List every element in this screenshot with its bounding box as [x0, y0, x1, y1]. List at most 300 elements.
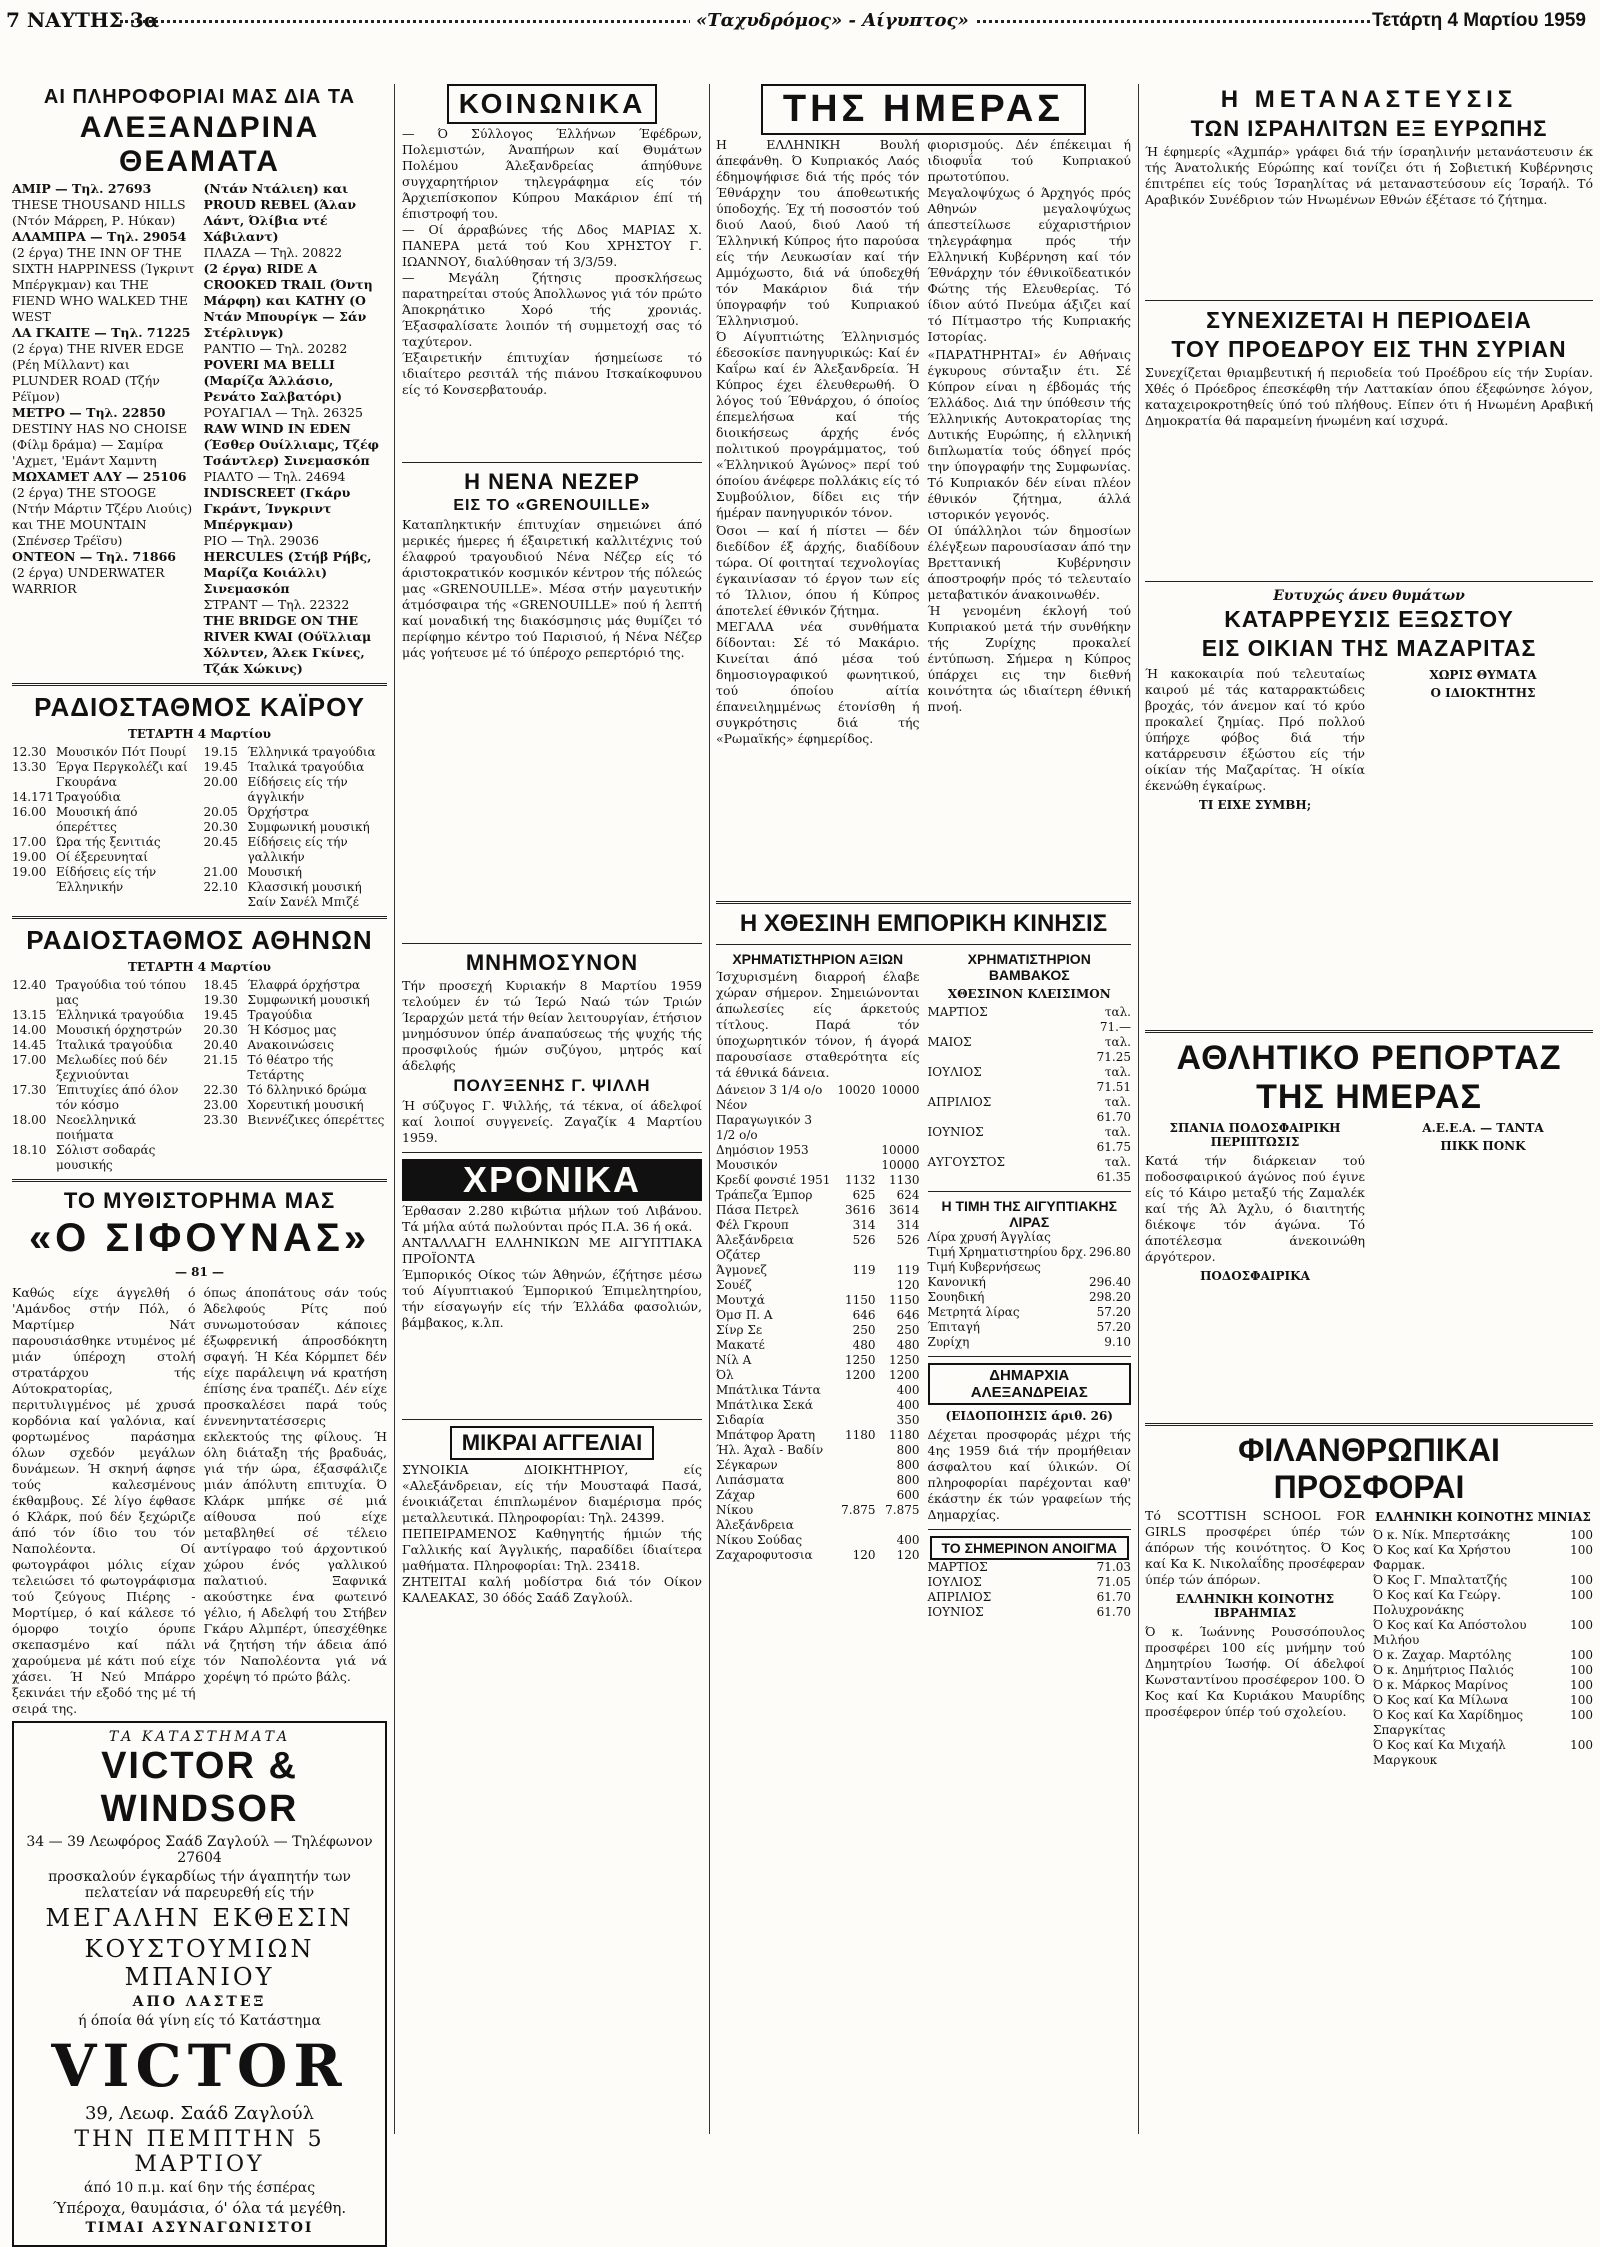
- table-cell: 9.10: [1104, 1335, 1131, 1349]
- ad-event-time: άπό 10 π.μ. καί 6ην τής έσπέρας: [83, 2180, 316, 2196]
- municipal-title: ΔΗΜΑΡΧΙΑ ΑΛΕΞΑΝΔΡΕΙΑΣ: [928, 1363, 1132, 1405]
- philanthropy-title: ΦΙΛΑΝΘΡΩΠΙΚΑΙ ΠΡΟΣΦΟΡΑΙ: [1238, 1432, 1500, 1505]
- table-cell: 61.70: [1096, 1590, 1131, 1604]
- schedule-program: Τραγούδια τού τόπου μας: [56, 978, 186, 1007]
- schedule-program: Νεοελληνικά ποιήματα: [56, 1113, 137, 1142]
- stock-row: [716, 1458, 920, 1473]
- schedule-row: [204, 880, 388, 910]
- ad-shops-label: ΤΑ ΚΑΤΑΣΤΗΜΑΤΑ: [108, 1729, 291, 1745]
- cinema-listing-item: ΜΩΧΑΜΕΤ ΑΛΥ — 25106: [12, 469, 187, 484]
- table-cell: 646: [852, 1308, 876, 1322]
- ad-event-date: ΤΗΝ ΠΕΜΠΤΗΝ 5 ΜΑΡΤΙΟΥ: [74, 2127, 325, 2177]
- schedule-row: [204, 835, 388, 865]
- cinema-listing-item: (Ντάν Ντάλιεη) και PROUD REBEL (Άλαν Λάντ, Όλίβια ντέ Χάβιλαντ): [203, 181, 357, 244]
- table-cell: Ό κ. Ζαχαρ. Μαρτόλης: [1373, 1648, 1512, 1662]
- memorial-text: Τήν προσεχή Κυριακήν 8 Μαρτίου 1959 τελούμεν έν τώ Ίερώ Ναώ τών Τριών Ίεραρχών μετά τήν θείαν λειτουργίαν, έτήσιον μνημόσυνον ύπέρ άναπαύσεως τής ψυχής τής προσφιλούς ήμών συζύγου, μητρός καί άδελφής: [402, 978, 702, 1073]
- table-cell: 526: [852, 1233, 876, 1247]
- table-cell: 314: [896, 1218, 920, 1232]
- table-cell: Σέγκαρων: [716, 1458, 778, 1472]
- what-happened-head: ΤΙ ΕΙΧΕ ΣΥΜΒΗ;: [1198, 798, 1312, 812]
- table-cell: 100: [1570, 1588, 1593, 1602]
- table-cell: 1250: [888, 1353, 920, 1367]
- table-cell: Τιμή Χρηματιστηρίου δρχ.: [927, 1245, 1087, 1259]
- table-cell: Λιπάσματα: [716, 1473, 785, 1487]
- schedule-row: [204, 993, 388, 1008]
- column-1: [12, 84, 387, 2236]
- commerce-title: Η ΧΘΕΣΙΝΗ ΕΜΠΟΡΙΚΗ ΚΙΝΗΣΙΣ: [739, 910, 1108, 937]
- radio-cairo-schedule-right: [204, 745, 388, 910]
- stock-intro: Ίσχυρισμένη διαρροή έλαβε χώραν σήμερον. Σημειώνονται άπωλεσίες είς άρκετούς τίτλους. Παρά τόν ύποχωρητικόν τόνον, ή άγορά παρουσίασε σταθερότητα είς τά έθνικά δάνεια.: [716, 969, 920, 1080]
- schedule-time: 18.00: [12, 1113, 47, 1127]
- cinema-listing-item: DESTINY HAS NO CHOISE (Φίλμ δράμα) — Σαμίρα 'Αχμετ, 'Εμάντ Χαμντη: [12, 421, 188, 468]
- table-cell: 296.40: [1089, 1275, 1131, 1289]
- table-cell: Όμσ Π. Α: [716, 1308, 773, 1322]
- table-cell: Μπάτφορ Άρατη: [716, 1428, 816, 1442]
- schedule-program: Είδήσεις είς τήν άγγλικήν: [247, 775, 348, 804]
- syria-title-1: ΣΥΝΕΧΙΖΕΤΑΙ Η ΠΕΡΙΟΔΕΙΑ: [1206, 307, 1532, 333]
- day-text-c: φιορισμούς. Δέν έπέκειμαι ή ιδιοφυΐα τού Κυπριακού πρωτοτύπου. Μεγαλοψύχως ό Άρχηγός πρός Αθηνών μεγαλοψύχως άπεστείλωσε εύχαριστήριον τηλεγράφημα πρός τήν Ελληνική Κυβέρνηση καί τόν Έθνάρχην τόν έθνικοϊδεατικόν Φώτης τής Ελευθερίας. Τό ίδιον αύτό Πνεύμα άξιζει καί τό Πίτμαστρο τής Κυπριακής Ιστορίας.: [927, 137, 1131, 344]
- schedule-time: 22.10: [203, 880, 238, 894]
- ad-invite: προσκαλούν έγκαρδίως τήν άγαπητήν των πελατείαν νά παρευρεθή είς τήν: [48, 1869, 351, 1901]
- table-cell: 1150: [888, 1293, 920, 1307]
- donor-list: [1373, 1528, 1593, 1768]
- nenah-subtitle: ΕΙΣ ΤΟ «GRENOUILLE»: [453, 497, 651, 514]
- table-cell: ΜΑΡΤΙΟΣ: [927, 1560, 988, 1574]
- good-news-kicker: Ευτυχώς άνευ θυμάτων: [1273, 588, 1465, 604]
- schedule-program: Τό δλληνικό δρώμα: [247, 1083, 367, 1097]
- collapse-title-2: ΕΙΣ ΟΙΚΙΑΝ ΤΗΣ ΜΑΖΑΡΙΤΑΣ: [1201, 635, 1537, 661]
- table-cell: 119: [852, 1263, 876, 1277]
- divider: [716, 901, 1131, 904]
- cotton-subtitle: ΧΘΕΣΙΝΟΝ ΚΛΕΙΣΙΜΟΝ: [947, 987, 1111, 1001]
- ad-event-note: ή όποία θά γίνη είς τό Κατάστημα: [78, 2013, 321, 2029]
- owner-head: Ο ΙΔΙΟΚΤΗΤΗΣ: [1430, 686, 1536, 700]
- table-cell: Ό Κος καί Κα Μίλωνα: [1373, 1693, 1509, 1707]
- schedule-row: [204, 1053, 388, 1083]
- nenah-text: Καταπληκτικήν έπιτυχίαν σημειώνει άπό μερικές ήμερες ή έξαιρετική καλλιτέχνις τού έλαφρού τραγουδιού Νένα Νέζερ είς τό άριστοκρατικόν κοσμικόν κέντρον τής πόλεώς μας «GRENOUILLE». Μέσα στήν μαγευτικήν άτμόσφαιρα τής «GRENOUILLE» πού ή λεπτή καί μοναδική της διακόσμησις μάς θυμίζει τό περίφημο κέντρο τού Παρισιού, ή Νένα Νέζερ μάς γοήτευσε μέ τό ύπέροχο ρεπερτόριό της.: [402, 517, 702, 660]
- table-cell: 1200: [844, 1368, 876, 1382]
- table-cell: 1132: [844, 1173, 876, 1187]
- divider: [928, 1191, 1132, 1192]
- donor-row: [1373, 1708, 1593, 1738]
- sports-title: ΑΘΛΗΤΙΚΟ ΡΕΠΟΡΤΑΖ ΤΗΣ ΗΜΕΡΑΣ: [1176, 1039, 1562, 1116]
- cinema-listing-item: ΛΑ ΓΚΑΙΤΕ — Τηλ. 71225: [12, 325, 191, 340]
- schedule-time: 19.45: [203, 760, 238, 774]
- today-open-title: ΤΟ ΣΗΜΕΡΙΝΟΝ ΑΝΟΙΓΜΑ: [930, 1536, 1130, 1560]
- header-date: Τετάρτη 4 Μαρτίου 1959: [1372, 10, 1586, 31]
- migration-title-1: Η ΜΕΤΑΝΑΣΤΕΥΣΙΣ: [1220, 86, 1518, 113]
- table-cell: Σουηδική: [927, 1290, 985, 1304]
- chronika-title: ΧΡΟΝΙΚΑ: [402, 1159, 702, 1201]
- table-cell: Ζυρίχη: [927, 1335, 970, 1349]
- donor-row: [1373, 1573, 1593, 1588]
- table-cell: Μπάτλικα Σεκά: [716, 1398, 813, 1412]
- schedule-row: [12, 1083, 196, 1113]
- cinema-listing-item: ΡΟΥΑΓΙΑΛ — Τηλ. 26325: [203, 405, 364, 420]
- stock-row: [716, 1188, 920, 1203]
- stock-row: [716, 1278, 920, 1293]
- cinema-listing-item: RAW WIND IN EDEN (Έσθερ Ουίλλιαμς, Τζέφ Τσάντλερ) Σινεμασκόπ: [203, 421, 379, 468]
- table-cell: 10020: [837, 1083, 876, 1097]
- stock-row: [716, 1263, 920, 1278]
- sports-text: Κατά τήν διάρκειαν τού ποδοσφαιρικού άγώνος πού έγινε είς τό Κάιρο μεταξύ τής Ζαμαλέκ καί τής Άλ Άχλυ, ό διαιτητής διέκοψε τόν άγώνα. Τό άποτέλεσμα άνεκοινώθη άργότερον.: [1145, 1153, 1365, 1264]
- table-cell: ΑΠΡΙΛΙΟΣ: [927, 1095, 992, 1109]
- stock-row: [716, 1353, 920, 1368]
- table-cell: Ό κ. Νίκ. Μπερτσάκης: [1373, 1528, 1511, 1542]
- schedule-time: 19.15: [203, 745, 238, 759]
- table-cell: 1200: [888, 1368, 920, 1382]
- radio-athens-date: ΤΕΤΑΡΤΗ 4 Μαρτίου: [127, 960, 272, 974]
- ad-tagline2: ΤΙΜΑΙ ΑΣΥΝΑΓΩΝΙΣΤΟΙ: [85, 2220, 314, 2236]
- radio-athens-schedule-right: [204, 978, 388, 1173]
- schedule-row: [12, 1113, 196, 1143]
- schedule-time: 20.30: [203, 820, 238, 834]
- divider: [716, 944, 1131, 945]
- schedule-row: [204, 1038, 388, 1053]
- pound-row: [928, 1305, 1132, 1320]
- day-title: ΤΗΣ ΗΜΕΡΑΣ: [761, 84, 1086, 135]
- table-cell: 1150: [844, 1293, 876, 1307]
- schedule-time: 17.00: [12, 835, 47, 849]
- syria-title-2: ΤΟΥ ΠΡΟΕΔΡΟΥ ΕΙΣ ΤΗΝ ΣΥΡΙΑΝ: [1171, 336, 1567, 362]
- table-cell: [832, 1413, 876, 1428]
- table-cell: [832, 1458, 876, 1473]
- divider: [402, 462, 702, 463]
- table-cell: 10000: [881, 1143, 920, 1157]
- sports-subtitle: ΣΠΑΝΙΑ ΠΟΔΟΣΦΑΙΡΙΚΗ ΠΕΡΙΠΤΩΣΙΣ: [1169, 1121, 1341, 1149]
- table-cell: Λίρα χρυσή Άγγλίας: [927, 1230, 1051, 1244]
- table-cell: 480: [852, 1338, 876, 1352]
- column-divider: [709, 84, 710, 2134]
- donor-row: [1373, 1588, 1593, 1618]
- table-cell: 800: [896, 1473, 920, 1487]
- divider: [1145, 581, 1593, 582]
- table-cell: [832, 1278, 876, 1293]
- divider: [1145, 300, 1593, 301]
- municipal-subtitle: (ΕΙΔΟΠΟΙΗΣΙΣ άριθ. 26): [945, 1409, 1113, 1423]
- schedule-time: 23.00: [203, 1098, 238, 1112]
- municipal-text: Δέχεται προσφοράς μέχρι τής 4ης 1959 διά τήν προμήθειαν άσφαλτου καί ύλικών. Οί πληροφορίαι παρέχονται καθ' έκάστην έκ τών γραφείων τής Δημαρχίας.: [927, 1427, 1131, 1522]
- stock-row: [716, 1368, 920, 1383]
- cinema-kicker: ΑΙ ΠΛΗΡΟΦΟΡΙΑΙ ΜΑΣ ΔΙΑ ΤΑ: [43, 86, 356, 108]
- table-cell: 100: [1570, 1618, 1593, 1632]
- table-cell: 314: [852, 1218, 876, 1232]
- schedule-time: 23.30: [203, 1113, 238, 1127]
- schedule-time: 17.00: [12, 1053, 47, 1067]
- pound-title: Η ΤΙΜΗ ΤΗΣ ΑΙΓΥΠΤΙΑΚΗΣ ΛΙΡΑΣ: [941, 1198, 1118, 1230]
- header-masthead: «Ταχυδρόμος» - Αίγυπτος»: [690, 10, 975, 31]
- no-victims-head: ΧΩΡΙΣ ΘΥΜΑΤΑ: [1429, 668, 1537, 682]
- schedule-program: Συμφωνική μουσική: [247, 820, 370, 834]
- divider: [12, 916, 387, 919]
- schedule-program: Τραγούδια: [56, 790, 121, 804]
- novel-title: «Ο ΣΙΦΟΥΝΑΣ»: [28, 1216, 371, 1260]
- table-cell: ταλ. 61.70: [1096, 1095, 1131, 1124]
- table-cell: 57.20: [1096, 1320, 1131, 1334]
- table-cell: Άλεξάνδρεια Οζάτερ: [716, 1233, 794, 1262]
- table-cell: 100: [1570, 1693, 1593, 1707]
- table-cell: 71.05: [1096, 1575, 1131, 1589]
- table-cell: 7.875: [841, 1503, 876, 1517]
- donor-row: [1373, 1678, 1593, 1693]
- table-cell: Νίκου Άλεξάνδρεια: [716, 1503, 794, 1532]
- schedule-row: [204, 978, 388, 993]
- table-cell: Τράπεζα Έμπορ: [716, 1188, 813, 1202]
- schedule-row: [204, 745, 388, 760]
- stock-row: [716, 1173, 920, 1188]
- cinema-listing-item: ΜΕΤΡΟ — Τηλ. 22850: [12, 405, 166, 420]
- cinema-listing-item: (2 έργα) UNDERWATER WARRIOR: [12, 565, 165, 596]
- table-cell: Ζάχαρ: [716, 1488, 755, 1502]
- table-cell: Μουτχά: [716, 1293, 765, 1307]
- table-cell: 646: [896, 1308, 920, 1322]
- cinema-listing-item: THE BRIDGE ON THE RIVER KWAI (Ούϊλλιαμ Χόλντεν, Άλεκ Γκίνες, Τζάκ Χώκινς): [203, 613, 372, 676]
- cinema-listing-item: (2 έργα) RIDE A CROOKED TRAIL (Όντη Μάρφη) και KATHY (Ο Ντάν Μπουρίγκ — Σάν Στέρλινγκ): [203, 261, 373, 340]
- chronika-text: Έρθασαν 2.280 κιβώτια μήλων τού Λιβάνου. Τά μήλα αύτά πωλούνται πρός Π.Α. 36 ή οκά. ΑΝΤΑΛΛΑΓΗ ΕΛΛΗΝΙΚΩΝ ΜΕ ΑΙΓΥΠΤΙΑΚΑ ΠΡΟΪΟΝΤΑ Έμπορικός Οίκος τών Άθηνών, έζήτησε μέσω τού Αίγυπτιακού Έμπορικού Έπιμελητηρίου, τήν είσαγωγήν είς τήν Έλλάδα φασολιών, βάμβακος, κ.λπ.: [402, 1203, 702, 1330]
- stock-row: [716, 1323, 920, 1338]
- table-cell: ΙΟΥΝΙΟΣ: [927, 1125, 984, 1139]
- table-cell: ΑΠΡΙΛΙΟΣ: [927, 1590, 992, 1604]
- cotton-table: [928, 1005, 1132, 1185]
- schedule-row: [12, 1143, 196, 1173]
- schedule-program: Μουσική άπό όπερέττες: [56, 805, 138, 834]
- table-cell: Όλ: [716, 1368, 734, 1382]
- table-cell: 100: [1570, 1708, 1593, 1722]
- today-open-table: [928, 1560, 1132, 1620]
- donor-row: [1373, 1528, 1593, 1543]
- table-cell: 71.03: [1096, 1560, 1131, 1574]
- today-open-row: [928, 1575, 1132, 1590]
- stock-row: [716, 1428, 920, 1443]
- column-3: [716, 84, 1131, 2144]
- schedule-time: 20.00: [203, 775, 238, 789]
- divider: [402, 1152, 702, 1153]
- cinema-listing-item: POVERI MA BELLI (Μαρίζα Άλλάσιο, Ρενάτο Σαλβατόρι): [203, 357, 343, 404]
- table-cell: Σιδαρία: [716, 1413, 765, 1427]
- aeda-subtitle: Α.Ε.Ε.Α. — ΤΑΝΤΑ: [1422, 1121, 1544, 1135]
- divider: [12, 1179, 387, 1182]
- schedule-program: Ίταλικά τραγούδια: [56, 1038, 173, 1052]
- table-cell: Ό Κος καί Κα Μιχαήλ Μαργκουκ: [1373, 1738, 1506, 1767]
- stock-title: ΧΡΗΜΑΤΙΣΤΗΡΙΟΝ ΑΞΙΩΝ: [732, 951, 904, 967]
- table-cell: [876, 1098, 920, 1143]
- cinema-listings-right: [204, 181, 388, 677]
- schedule-time: 18.45: [203, 978, 238, 992]
- table-cell: ταλ. 71.—: [1099, 1005, 1131, 1034]
- stock-table: [716, 1083, 920, 1563]
- table-cell: [832, 1158, 876, 1173]
- schedule-program: Έλαφρά όρχήστρα: [247, 978, 361, 992]
- ad-address: 34 — 39 Λεωφόρος Σαάδ Ζαγλούλ — Τηλέφωνον 27604: [26, 1834, 373, 1866]
- stock-row: [716, 1083, 920, 1098]
- schedule-row: [12, 790, 196, 805]
- day-text-b: Όσοι — καί ή πίστει — δέν διεδίδον έξ άρχής, διαδίδουν τώρα. Οί φοιτηταί τεχνολογίας έγκαινίασαν τό έργον των είς τό Ίλλιον, όπου ή Κύπρος άποτελεί έθνικόν ζήτημα. ΜΕΓΑΛΑ νέα συνθήματα δίδονται: Σέ τό Μακάριο. Κινείται άπό μέσα τού δημοσιογραφικού φωνητικού, τού όποίου αίτία έπανειλημμένως έτονίσθη ή συγκρότησις διά τής «Ρωμαϊκής» έφημερίδος.: [716, 523, 920, 746]
- schedule-time: 14.171: [12, 790, 54, 804]
- schedule-time: 21.15: [203, 1053, 238, 1067]
- divider: [402, 1419, 702, 1420]
- cotton-row: [928, 1065, 1132, 1095]
- ad-tagline: Ύπέροχα, θαυμάσια, ό' όλα τά μεγέθη.: [52, 2199, 347, 2217]
- novel-text-right: όπως άποπάτους σάν τούς Άδελφούς Ρίτς πού συνωμοτούσαν κάποιες έξωφρενική άπροσδόκητη σφαγή. Ή Κέα Κόρμπετ δέν είχε παράλειψη νά κρατήση έπίσης ένα τραπέζι. Δέν είχε προσκαλέσει παρά τούς έννενηντατέσσερις εκλεκτούς της φίλους. Ή όλη διάταξη τής βραδυάς, γιά τήν ώρα, έξασφάλιζε μιάν άπόλυτη επιτυχία. Ό Κλάρκ μπήκε σέ μιά αίθουσα πού είχε μεταβληθεί σέ τέλειο αντίγραφο τού άρχοντικού χώρου ένός γαλλικού παλατιού. Ξαφνικά ακούστηκε ένα φωτεινό γέλιο, ή Αδελφή του Στήβεν Γκάρυ Αλμπέρτ, ύπεσχέθηκε νά ζητήση τήν άδεια άπό τόν Ναπολέοντα γιά νά χορέψη τό πρώτο βάλς.: [203, 1285, 387, 1684]
- schedule-time: 14.00: [12, 1023, 47, 1037]
- table-cell: 400: [896, 1383, 920, 1397]
- table-cell: 350: [896, 1413, 920, 1427]
- migration-text: Ή έφημερίς «Άχμπάρ» γράφει διά τήν ίσραηλινήν μετανάστευσιν έκ τής Άνατολικής Εύρώπης καί τονίζει ότι ή Σοβιετική Κυβέρνησις έπιτρέπει είς τούς Ίσραηλίτας νά μεταναστεύσουν είς Ίσραήλ. Τό Αραβικόν Συνέδριον τών Ηνωμένων Εθνών έξέτασε τό ζήτημα.: [1145, 144, 1593, 207]
- table-cell: Δάνειον 3 1/4 ο/ο: [716, 1083, 823, 1097]
- memorial-family: Ή σύζυγος Γ. Ψιλλής, τά τέκνα, οί άδελφοί καί λοιποί συγγενείς. Ζαγαζίκ 4 Μαρτίου 1959.: [402, 1098, 702, 1145]
- novel-number: — 81 —: [174, 1265, 225, 1279]
- schedule-program: Έλληνικά τραγούδια: [56, 1008, 185, 1022]
- stock-row: [716, 1413, 920, 1428]
- pound-row: [928, 1320, 1132, 1335]
- memorial-title: ΜΝΗΜΟΣΥΝΟΝ: [465, 950, 639, 975]
- table-cell: Ό Κος καί Κα Χαρίδημος Σπαργκίτας: [1373, 1708, 1524, 1737]
- stock-row: [716, 1473, 920, 1488]
- schedule-row: [204, 820, 388, 835]
- table-cell: 1130: [888, 1173, 920, 1187]
- schedule-time: 20.30: [203, 1023, 238, 1037]
- schedule-row: [204, 775, 388, 805]
- table-cell: Μπάτλικα Τάντα: [716, 1383, 821, 1397]
- header-left: 7 ΝΑΥΤΗΣ 3α: [6, 8, 160, 32]
- table-cell: 120: [896, 1278, 920, 1292]
- schedule-time: 19.00: [12, 865, 47, 879]
- donor-row: [1373, 1618, 1593, 1648]
- ad-event-line1: ΜΕΓΑΛΗΝ ΕΚΘΕΣΙΝ: [45, 1904, 354, 1932]
- cinema-listing-item: ΑΛΑΜΠΡΑ — Τηλ. 29054: [12, 229, 187, 244]
- table-cell: Ό Κος καί Κα Χρήστου Φαρμακ.: [1373, 1543, 1511, 1572]
- table-cell: 800: [896, 1443, 920, 1457]
- table-cell: Ό Κος καί Κα Απόστολου Μιλήου: [1373, 1618, 1527, 1647]
- cinema-title: ΑΛΕΞΑΝΔΡΙΝΑ ΘΕΑΜΑΤΑ: [79, 111, 320, 178]
- schedule-row: [204, 1083, 388, 1098]
- table-cell: 296.80: [1089, 1245, 1131, 1259]
- day-text-a: Η ΕΛΛΗΝΙΚΗ Βουλή άπεφάνθη. Ό Κυπριακός Λαός έδημοψήφισε διά τής πρός τόν Έθνάρχην του άποθεωτικής ύποδοχής. Έχ τή ποσοστόν τού διού Λαού, διού Λαού τή Έλληνική Κύπρος ήτο παρούσα είς τήν Λευκωσίαν καί τήν Αμμόχωστο, διά νά ύποδεχθή τόν Μακάριον διά τήν ύπογραφήν τού Κυπριακού Έλληνισμού. Ό Αίγυπτιώτης Έλληνισμός έδεσοκίσε πανηγυρικώς: Καί έν Καΐρω καί έν Άλεξανδρεία. Ή Κύπρος έχει έλευθερωθή. Ό λόγος τού Έθνάρχου, ό όποίος έπεμελήσωα καί τής διοικήσεως άρχής ένός πολιτικού προγράμματος, τού «Έλληνικού Άγώνος» περί τού όποίου άνέφερε πολλάκις είς τό Συμβούλιον, δίδει εις τήν ήμέραν πανηγυρικόν τόνον.: [716, 137, 920, 520]
- schedule-time: 19.30: [203, 993, 238, 1007]
- day-text-d: «ΠΑΡΑΤΗΡΗΤΑΙ» έν Αθήναις έγκυρους σύνταξιν έτι. Σέ Κύπρον είναι η έβδομάς τής Έλλάδος. Διά την ύπόθεσιν τής Έλληνικής Αυτοκρατορίας της Δυτικής Ευρώπης, ή ελληνική διπλωματία τούς όδηγεί πρός την ύπογραφήν της Συμφωνίας. Τό Κυπριακόν δέν είναι πλέον έθνικόν ζήτημα, άλλά ιστορικόν γεγονός. ΟΙ ύπάλληλοι τών δημοσίων έλέγξεων παρουσίασαν άπό την Βρεττανική Κυβέρνησιν άποστροφήν πρός τό τελευταίο μεταβατικόν άνακοινωθέν. Ή γενομένη έκλογή τού Κυπριακού μετά τήν συνθήκην τής Ζυρίχης προκαλεί έντύπωση. Σήμερα η Κύπρος ύπάρχει εις την διεθνή κοινότητα ώς ιδιαίτερη έθνική πνοή.: [927, 347, 1131, 714]
- stock-row: [716, 1233, 920, 1263]
- schedule-row: [12, 745, 196, 760]
- table-cell: 480: [896, 1338, 920, 1352]
- ad-brand: VICTOR & WINDSOR: [100, 1745, 299, 1830]
- cotton-row: [928, 1005, 1132, 1035]
- table-cell: ΙΟΥΛΙΟΣ: [927, 1575, 982, 1589]
- table-cell: Τιμή Κυβερνήσεως: [927, 1260, 1041, 1274]
- table-cell: [832, 1443, 876, 1458]
- schedule-row: [12, 850, 196, 865]
- schedule-program: Ή Κόσμος μας: [247, 1023, 337, 1037]
- schedule-program: Έπιτυχίες άπό όλον τόν κόσμο: [56, 1083, 179, 1112]
- schedule-row: [12, 1053, 196, 1083]
- table-cell: ΜΑΡΤΙΟΣ: [927, 1005, 988, 1019]
- divider: [1145, 1423, 1593, 1426]
- cinema-listings-left: [12, 181, 196, 677]
- table-cell: 526: [896, 1233, 920, 1247]
- pound-row: [928, 1230, 1132, 1245]
- schedule-time: 14.45: [12, 1038, 47, 1052]
- football-subtitle: ΠΟΔΟΣΦΑΙΡΙΚΑ: [1200, 1269, 1310, 1283]
- table-cell: Ό Κος Γ. Μπαλτατζής: [1373, 1573, 1508, 1587]
- table-cell: [832, 1533, 876, 1548]
- stock-row: [716, 1308, 920, 1323]
- schedule-program: Ανακοινώσεις: [247, 1038, 334, 1052]
- column-2: [402, 84, 702, 2144]
- table-cell: ΙΟΥΛΙΟΣ: [927, 1065, 982, 1079]
- schedule-program: Κλασσική μουσική Σαίν Σανέλ Μπιζέ: [247, 880, 362, 909]
- social-text: — Ό Σύλλογος Έλλήνων Έφέδρων, Πολεμιστών, Άναπήρων καί Θυμάτων Πολέμου Άλεξανδρείας άπηύθυνε συγχαρητήριον τηλεγράφημα είς τόν Άρχιεπίσκοπον Κύπρου Μακάριον έπί τή έπιστροφή του. — Οί άρραβώνες τής Δδος ΜΑΡΙΑΣ Χ. ΠΑΝΕΡΑ μετά τού Κου ΧΡΗΣΤΟΥ Γ. ΙΩΑΝΝΟΥ, διαλύθησαν τή 3/3/59. — Μεγάλη ζήτησις προσκλήσεως παρατηρείται στούς Άπολλωνος γιά τόν πρώτο Άποκρηάτικο Χορό τής χρονιάς. Έξασφαλίσατε λοιπόν τή συμμετοχή σας τό ταχύτερον. Έξαιρετικήν έπιτυχίαν ήσημείωσε τό ιδιαίτερο ρεσιτάλ τής πιάνου Ιτσκαίκοφυνου είς τό Κονσερβατουάρ.: [402, 126, 702, 397]
- table-cell: 1250: [844, 1353, 876, 1367]
- victor-windsor-ad: [12, 1721, 387, 2247]
- schedule-time: 18.10: [12, 1143, 47, 1157]
- stock-row: [716, 1503, 920, 1533]
- cinema-listing-item: ΡΙΑΛΤΟ — Τηλ. 24694: [203, 469, 346, 484]
- table-cell: 624: [896, 1188, 920, 1202]
- schedule-program: Μουσική: [247, 865, 302, 879]
- table-cell: 120: [852, 1548, 876, 1562]
- collapse-title-1: ΚΑΤΑΡΡΕΥΣΙΣ ΕΞΩΣΤΟΥ: [1224, 606, 1514, 632]
- table-cell: 298.20: [1089, 1290, 1131, 1304]
- page-header: [0, 0, 1600, 80]
- table-cell: ταλ. 71.25: [1096, 1035, 1131, 1064]
- table-cell: 250: [852, 1323, 876, 1337]
- today-open-row: [928, 1560, 1132, 1575]
- today-open-row: [928, 1590, 1132, 1605]
- donor-row: [1373, 1693, 1593, 1708]
- schedule-program: Τραγούδια: [247, 1008, 313, 1022]
- pound-row: [928, 1290, 1132, 1305]
- cinema-listing-item: ΠΛΑΖΑ — Τηλ. 20822: [203, 245, 343, 260]
- radio-athens-title: ΡΑΔΙΟΣΤΑΘΜΟΣ ΑΘΗΝΩΝ: [26, 925, 373, 955]
- table-cell: [1087, 1260, 1131, 1275]
- schedule-row: [204, 865, 388, 880]
- cotton-row: [928, 1095, 1132, 1125]
- table-cell: Μακατέ: [716, 1338, 765, 1352]
- table-cell: Σουέζ: [716, 1278, 752, 1292]
- table-cell: 57.20: [1096, 1305, 1131, 1319]
- schedule-row: [204, 805, 388, 820]
- cotton-row: [928, 1035, 1132, 1065]
- table-cell: [832, 1488, 876, 1503]
- schedule-program: Μελωδίες πού δέν ξεχνιούνται: [56, 1053, 168, 1082]
- table-cell: [832, 1098, 876, 1143]
- collapse-text: Ή κακοκαιρία πού τελευταίως καιρού μέ τάς καταρρακτώδεις βροχάς, τόν άνεμον καί τό κρύο προκαλεί ζημίας. Πρό πολλού ύπήρχε φόβος διά τήν κατάρρευσιν έξώστου είς τήν οίκίαν τής Μαζαρίτας. Ή οίκία έκενώθη έγκαίρως.: [1145, 666, 1365, 793]
- schedule-row: [204, 1113, 388, 1128]
- schedule-row: [12, 805, 196, 835]
- table-cell: Μετρητά λίρας: [927, 1305, 1020, 1319]
- divider: [12, 683, 387, 686]
- nenah-title: Η ΝΕΝΑ ΝΕΖΕΡ: [464, 469, 640, 494]
- pound-row: [928, 1245, 1132, 1260]
- table-cell: Κρεδί φονσιέ 1951: [716, 1173, 831, 1187]
- schedule-row: [12, 1008, 196, 1023]
- cinema-listing-item: (2 έργα) THE INN OF THE SIXTH HAPPINESS (Ίγκριντ Μπέργκμαν) και THE FIEND WHO WALKED THE WEST: [12, 245, 195, 324]
- today-open-row: [928, 1605, 1132, 1620]
- table-cell: 10000: [881, 1083, 920, 1097]
- small-ads-text: ΣΥΝΟΙΚΙΑ ΔΙΟΙΚΗΤΗΡΙΟΥ, είς «Αλεξάνδρειαν, είς τήν Μουσταφά Πασά, ένοικιάζεται έπιπλωμένον διαμέρισμα πρός μεταλλευτικά. Πληροφορίαι: Τηλ. 24399. ΠΕΠΕΙΡΑΜΕΝΟΣ Καθηγητής ήμιών τής Γαλλικής καί Άγγλικής, παραδίδει ίδιαίτερα μαθήματα. Πληροφορίαι: Τηλ. 23418. ΖΗΤΕΙΤΑΙ καλή μοδίστρα διά τόν Οίκον ΚΑΛΕΑΚΑΣ, 30 όδός Σαάδ Ζαγλούλ.: [402, 1462, 702, 1605]
- table-cell: 100: [1570, 1528, 1593, 1542]
- table-cell: 120: [896, 1548, 920, 1562]
- ad-store-address: 39, Λεωφ. Σαάδ Ζαγλούλ: [84, 2103, 314, 2124]
- table-cell: ταλ. 61.35: [1096, 1155, 1131, 1184]
- schedule-time: 16.00: [12, 805, 47, 819]
- schedule-row: [12, 1038, 196, 1053]
- schedule-program: Χορευτική μουσική: [247, 1098, 364, 1112]
- schedule-program: Είδήσεις είς τήν γαλλικήν: [247, 835, 348, 864]
- schedule-time: 13.15: [12, 1008, 47, 1022]
- table-cell: ΑΥΓΟΥΣΤΟΣ: [927, 1155, 1005, 1169]
- cinema-listing-item: THESE THOUSAND HILLS (Ντόν Μάρρεη, Ρ. Ηύκαν): [12, 197, 186, 228]
- table-cell: 625: [852, 1188, 876, 1202]
